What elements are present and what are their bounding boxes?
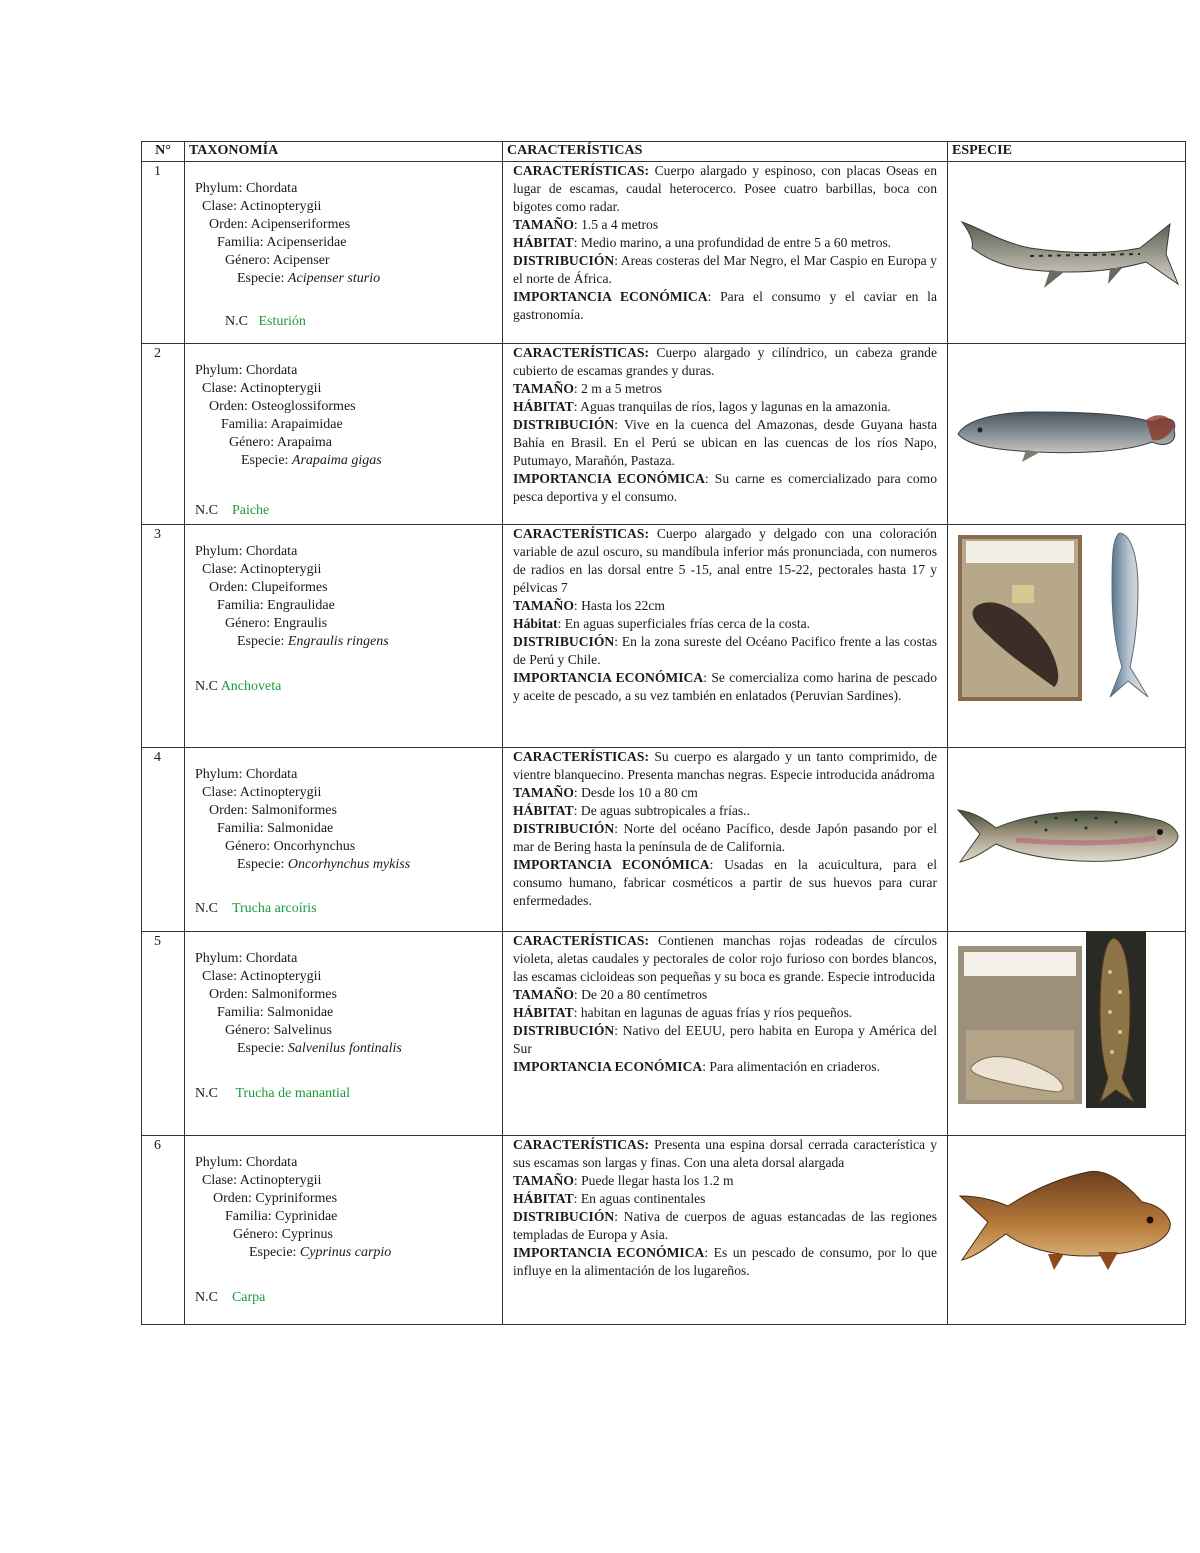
row-number: 4 [142, 748, 185, 932]
common-name-line: N.C Anchoveta [195, 679, 282, 694]
common-name: Trucha de manantial [235, 1086, 351, 1101]
common-name: Esturión [258, 314, 306, 329]
header-row [142, 142, 1186, 162]
clase-line: Clase: Actinopterygii [202, 199, 322, 214]
table-row [142, 162, 1186, 344]
characteristics-cell: CARACTERÍSTICAS: Contienen manchas rojas rodeadas de círculos violeta, aletas caudales y pectorales de color rojo furioso con bordes blancos, las escamas cicloideas son pequeñas y su boca es grande. Especie introducida TAMAÑO: De 20 a 80 centímetros HÁBITAT: habitan en lagunas de aguas frías y ríos pequeños. DISTRIBUCIÓN: Nativo del EEUU, pero habita en Europa y América del Sur IMPORTANCIA ECONÓMICA: Para alimentación en criaderos. [503, 932, 948, 1136]
species-image-cell [948, 344, 1186, 525]
phylum-line: Phylum: Chordata [195, 767, 298, 782]
especie-line: Especie: Engraulis ringens [237, 634, 389, 649]
header-number: N° [142, 142, 185, 162]
clase-line: Clase: Actinopterygii [202, 785, 322, 800]
brook-trout-photo [1086, 932, 1146, 1108]
familia-line: Familia: Acipenseridae [217, 235, 347, 250]
sturgeon-image [960, 204, 1182, 304]
characteristics-cell: CARACTERÍSTICAS: Cuerpo alargado y espinoso, con placas Oseas en lugar de escamas, caudal heterocerco. Posee cuatro barbillas, boca con bigotes como radar. TAMAÑO: 1.5 a 4 metros HÁBITAT: Medio marino, a una profundidad de entre 5 a 60 metros. DISTRIBUCIÓN: Areas costeras del Mar Negro, el Mar Caspio en Europa y el norte de África. IMPORTANCIA ECONÓMICA: Para el consumo y el caviar en la gastronomía. [503, 162, 948, 344]
familia-line: Familia: Salmonidae [217, 821, 334, 836]
table-row [142, 525, 1186, 748]
arapaima-image [956, 392, 1182, 472]
brook-trout-jar-photo [958, 946, 1082, 1104]
genero-line: Género: Salvelinus [225, 1023, 332, 1038]
characteristics-cell: CARACTERÍSTICAS: Cuerpo alargado y cilíndrico, un cabeza grande cubierto de escamas grandes y duras. TAMAÑO: 2 m a 5 metros HÁBITAT: Aguas tranquilas de ríos, lagos y lagunas en la amazonia. DISTRIBUCIÓN: Vive en la cuenca del Amazonas, desde Guyana hasta Bahía en Brasil. En el Perú se ubican en las cuencas de los ríos Napo, Putumayo, Marañón, Pastaza. IMPORTANCIA ECONÓMICA: Su carne es comercializado para como pesca deportiva y el consumo. [503, 344, 948, 525]
header-species: ESPECIE [948, 142, 1186, 162]
characteristics-cell: CARACTERÍSTICAS: Su cuerpo es alargado y un tanto comprimido, de vientre blanquecino. Presenta manchas negras. Especie introducida anádroma TAMAÑO: Desde los 10 a 80 cm HÁBITAT: De aguas subtropicales a frías.. DISTRIBUCIÓN: Norte del océano Pacífico, desde Japón pasando por el mar de Bering hasta la península de de California. IMPORTANCIA ECONÓMICA: Usadas en la acuicultura, para el consumo humano, fabricar cosméticos a partir de sus huevos para curar enfermedades. [503, 748, 948, 932]
rainbow-trout-image [956, 800, 1182, 876]
orden-line: Orden: Acipenseriformes [209, 217, 351, 232]
orden-line: Orden: Osteoglossiformes [209, 399, 356, 414]
familia-line: Familia: Engraulidae [217, 598, 335, 613]
familia-line: Familia: Arapaimidae [221, 417, 343, 432]
row-number: 1 [142, 162, 185, 344]
header-characteristics: CARACTERÍSTICAS [503, 142, 948, 162]
taxonomy-cell [185, 344, 503, 525]
especie-line: Especie: Oncorhynchus mykiss [237, 857, 411, 872]
row-number: 6 [142, 1136, 185, 1325]
table-row [142, 748, 1186, 932]
table-row [142, 932, 1186, 1136]
orden-line: Orden: Salmoniformes [209, 803, 337, 818]
orden-line: Orden: Cypriniformes [213, 1191, 338, 1206]
genero-line: Género: Arapaima [229, 435, 333, 450]
especie-line: Especie: Arapaima gigas [241, 453, 382, 468]
orden-line: Orden: Clupeiformes [209, 580, 328, 595]
phylum-line: Phylum: Chordata [195, 363, 298, 378]
especie-line: Especie: Cyprinus carpio [249, 1245, 392, 1260]
row-number: 2 [142, 344, 185, 525]
taxonomy-cell [185, 932, 503, 1136]
phylum-line: Phylum: Chordata [195, 951, 298, 966]
common-name-line: N.C Trucha de manantial [195, 1086, 351, 1101]
row-number: 3 [142, 525, 185, 748]
common-name: Paiche [231, 503, 270, 518]
common-name: Anchoveta [220, 679, 282, 694]
common-name-line: N.C Esturión [225, 314, 306, 329]
species-image-cell [948, 525, 1186, 748]
anchoveta-drawing [1098, 529, 1160, 701]
especie-line: Especie: Acipenser sturio [237, 271, 381, 286]
carp-image [958, 1166, 1176, 1276]
genero-line: Género: Engraulis [225, 616, 328, 631]
characteristics-cell: CARACTERÍSTICAS: Cuerpo alargado y delgado con una coloración variable de azul oscuro, su mandíbula inferior más pronunciada, con numeros de radios en las dorsal entre 5 -15, anal entre 15-22, pectorales hasta 17 y pélvicas 7 TAMAÑO: Hasta los 22cm Hábitat: En aguas superficiales frías cerca de la costa. DISTRIBUCIÓN: En la zona sureste del Océano Pacifico frente a las costas de Perú y Chile. IMPORTANCIA ECONÓMICA: Se comercializa como harina de pescado y aceite de pescado, a su vez también en enlatados (Peruvian Sardines). [503, 525, 948, 748]
genero-line: Género: Acipenser [225, 253, 330, 268]
clase-line: Clase: Actinopterygii [202, 969, 322, 984]
common-name: Trucha arcoíris [231, 901, 317, 916]
common-name-line: N.C Carpa [195, 1290, 266, 1305]
clase-line: Clase: Actinopterygii [202, 381, 322, 396]
clase-line: Clase: Actinopterygii [202, 1173, 322, 1188]
genero-line: Género: Cyprinus [233, 1227, 333, 1242]
especie-line: Especie: Salvenilus fontinalis [237, 1041, 402, 1056]
clase-line: Clase: Actinopterygii [202, 562, 322, 577]
familia-line: Familia: Salmonidae [217, 1005, 334, 1020]
orden-line: Orden: Salmoniformes [209, 987, 337, 1002]
species-table [141, 141, 1186, 1325]
row-number: 5 [142, 932, 185, 1136]
table-row [142, 344, 1186, 525]
species-image-cell [948, 1136, 1186, 1325]
table-row [142, 1136, 1186, 1325]
phylum-line: Phylum: Chordata [195, 1155, 298, 1170]
common-name: Carpa [231, 1290, 266, 1305]
genero-line: Género: Oncorhynchus [225, 839, 356, 854]
species-image-cell [948, 748, 1186, 932]
common-name-line: N.C Paiche [195, 503, 270, 518]
species-image-cell [948, 162, 1186, 344]
taxonomy-cell [185, 1136, 503, 1325]
taxonomy-cell [185, 162, 503, 344]
phylum-line: Phylum: Chordata [195, 181, 298, 196]
phylum-line: Phylum: Chordata [195, 544, 298, 559]
characteristics-cell: CARACTERÍSTICAS: Presenta una espina dorsal cerrada característica y sus escamas son largas y finas. Con una aleta dorsal alargada TAMAÑO: Puede llegar hasta los 1.2 m HÁBITAT: En aguas continentales DISTRIBUCIÓN: Nativa de cuerpos de aguas estancadas de las regiones templadas de Europa y Asia. IMPORTANCIA ECONÓMICA: Es un pescado de consumo, por lo que influye en la alimentación de los lugareños. [503, 1136, 948, 1325]
anchoveta-jar-photo [958, 535, 1082, 701]
species-image-cell [948, 932, 1186, 1136]
taxonomy-cell [185, 525, 503, 748]
header-taxonomy: TAXONOMÍA [185, 142, 503, 162]
common-name-line: N.C Trucha arcoíris [195, 901, 317, 916]
taxonomy-cell [185, 748, 503, 932]
familia-line: Familia: Cyprinidae [225, 1209, 338, 1224]
